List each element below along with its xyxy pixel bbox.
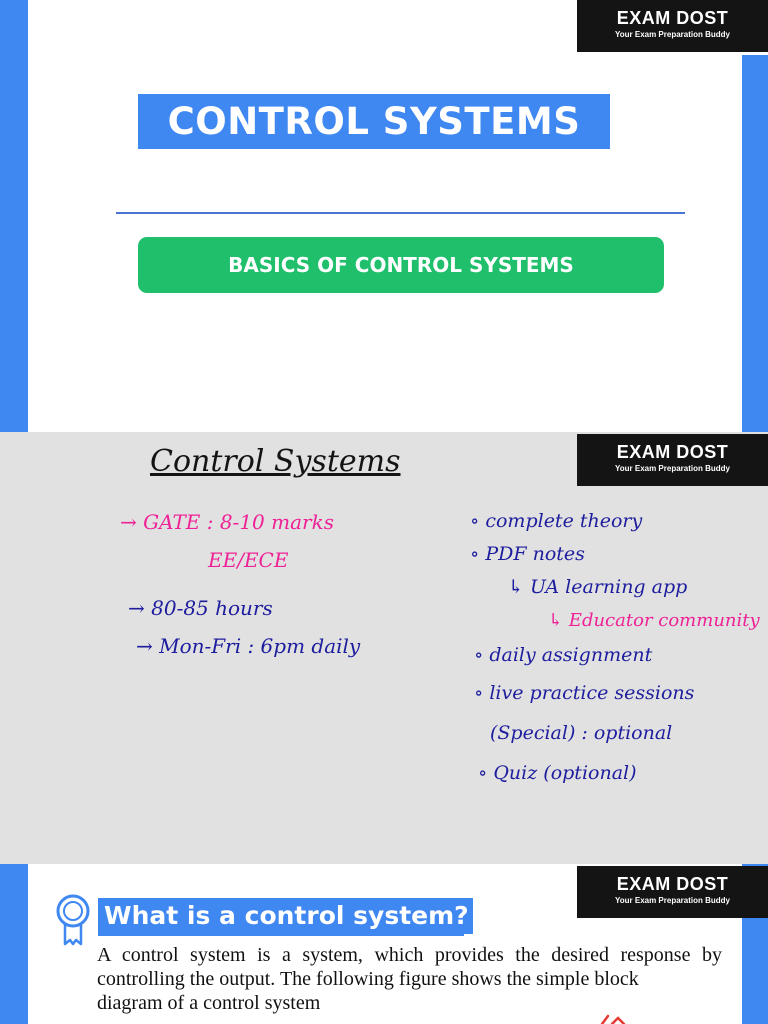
brand-name: EXAM DOST — [616, 8, 729, 28]
brand-logo — [577, 0, 768, 52]
slide-title — [0, 0, 768, 432]
note-live: ∘ live practice sessions — [474, 682, 695, 704]
divider — [116, 212, 685, 214]
note-quiz: ∘ Quiz (optional) — [478, 762, 637, 784]
right-accent-bar — [742, 55, 768, 432]
note-pdf: ∘ PDF notes — [470, 543, 585, 565]
note-assignment: ∘ daily assignment — [474, 644, 653, 666]
note-theory: ∘ complete theory — [470, 510, 643, 532]
definition-paragraph-end: diagram of a control system — [97, 992, 321, 1014]
brand-name: EXAM DOST — [616, 874, 729, 894]
brand-tagline: Your Exam Preparation Buddy — [615, 464, 730, 473]
left-accent-bar — [0, 864, 28, 1024]
slide-notes — [0, 432, 768, 864]
slide-title-text: CONTROL SYSTEMS — [138, 94, 610, 149]
note-app: ↳ UA learning app — [508, 576, 688, 598]
note-schedule: → Mon-Fri : 6pm daily — [136, 634, 361, 658]
note-special: (Special) : optional — [490, 722, 673, 744]
note-community: ↳ Educator community — [548, 610, 760, 631]
note-branches: EE/ECE — [208, 548, 289, 572]
brand-logo — [577, 866, 768, 918]
brand-tagline: Your Exam Preparation Buddy — [615, 30, 730, 39]
annotation-mark — [596, 1014, 636, 1024]
notes-heading: Control Systems — [150, 444, 401, 479]
note-hours: → 80-85 hours — [128, 596, 273, 620]
brand-logo — [577, 434, 768, 486]
brand-tagline: Your Exam Preparation Buddy — [615, 896, 730, 905]
left-accent-bar — [0, 0, 28, 432]
definition-paragraph: A control system is a system, which provides the desired response by controlling the output. The following figure shows the simple block — [97, 944, 722, 990]
award-badge-icon — [52, 892, 94, 948]
note-gate: → GATE : 8-10 marks — [120, 510, 334, 534]
brand-name: EXAM DOST — [616, 442, 729, 462]
subtitle-banner: BASICS OF CONTROL SYSTEMS — [138, 237, 664, 293]
heading-underline — [98, 934, 464, 936]
definition-heading: What is a control system? — [98, 898, 473, 934]
